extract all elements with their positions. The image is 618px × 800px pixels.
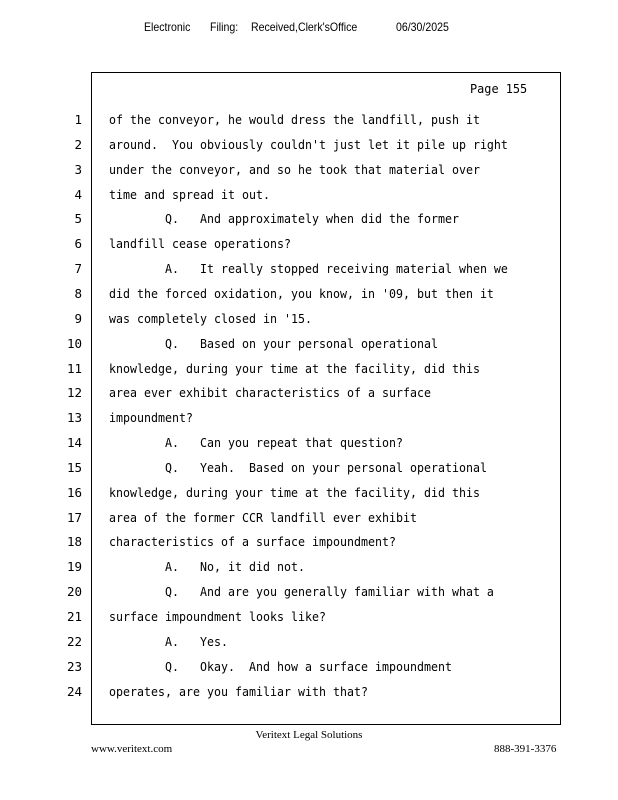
filing-header [0, 20, 618, 38]
line-text: area of the former CCR landfill ever exhibit [109, 510, 417, 525]
line-number: 3 [74, 162, 82, 177]
line-text: A. It really stopped receiving material when we [109, 261, 508, 276]
line-text: time and spread it out. [109, 187, 270, 202]
line-number: 2 [74, 137, 82, 152]
line-number: 18 [66, 534, 82, 549]
line-text: around. You obviously couldn't just let it pile up right [109, 137, 508, 152]
header-date: 06/30/2025 [396, 20, 449, 34]
line-text: A. Can you repeat that question? [109, 435, 403, 450]
line-number: 13 [66, 410, 82, 425]
line-number: 19 [66, 559, 82, 574]
line-text: A. Yes. [109, 634, 228, 649]
line-number: 10 [66, 336, 82, 351]
line-text: knowledge, during your time at the facility, did this [109, 485, 480, 500]
line-number: 6 [74, 236, 82, 251]
line-number: 4 [74, 187, 82, 202]
line-text: Q. And approximately when did the former [109, 211, 459, 226]
line-number: 17 [66, 510, 82, 525]
page-number: Page 155 [470, 81, 528, 96]
line-text: under the conveyor, and so he took that material over [109, 162, 480, 177]
line-number: 14 [66, 435, 82, 450]
line-number: 23 [66, 659, 82, 674]
line-number: 15 [66, 460, 82, 475]
footer-phone: 888-391-3376 [494, 743, 557, 755]
line-number: 8 [74, 286, 82, 301]
line-number: 7 [74, 261, 82, 276]
line-text: Q. Yeah. Based on your personal operational [109, 460, 487, 475]
line-number: 16 [66, 485, 82, 500]
line-number: 21 [66, 609, 82, 624]
line-number: 12 [66, 385, 82, 400]
line-number: 5 [74, 211, 82, 226]
line-text: impoundment? [109, 410, 193, 425]
line-text: was completely closed in '15. [109, 311, 312, 326]
footer-company: Veritext Legal Solutions [255, 729, 363, 741]
line-number: 11 [66, 361, 82, 376]
line-text: knowledge, during your time at the facility, did this [109, 361, 480, 376]
line-text: Q. Based on your personal operational [109, 336, 438, 351]
line-text: landfill cease operations? [109, 236, 291, 251]
footer-website: www.veritext.com [91, 743, 173, 755]
line-text: characteristics of a surface impoundment? [109, 534, 396, 549]
line-text: of the conveyor, he would dress the landfill, push it [109, 112, 480, 127]
line-number: 1 [74, 112, 82, 127]
line-text: Q. And are you generally familiar with what a [109, 584, 494, 599]
line-text: Q. Okay. And how a surface impoundment [109, 659, 452, 674]
line-number: 20 [66, 584, 82, 599]
header-filing: Filing: [210, 20, 239, 34]
header-received: Received,Clerk'sOffice [251, 20, 358, 34]
line-number: 9 [74, 311, 82, 326]
line-text: did the forced oxidation, you know, in '09, but then it [109, 286, 494, 301]
line-number: 24 [66, 684, 82, 699]
line-text: operates, are you familiar with that? [109, 684, 368, 699]
line-text: surface impoundment looks like? [109, 609, 326, 624]
line-number: 22 [66, 634, 82, 649]
line-text: A. No, it did not. [109, 559, 305, 574]
line-text: area ever exhibit characteristics of a surface [109, 385, 431, 400]
header-electronic: Electronic [144, 20, 191, 34]
